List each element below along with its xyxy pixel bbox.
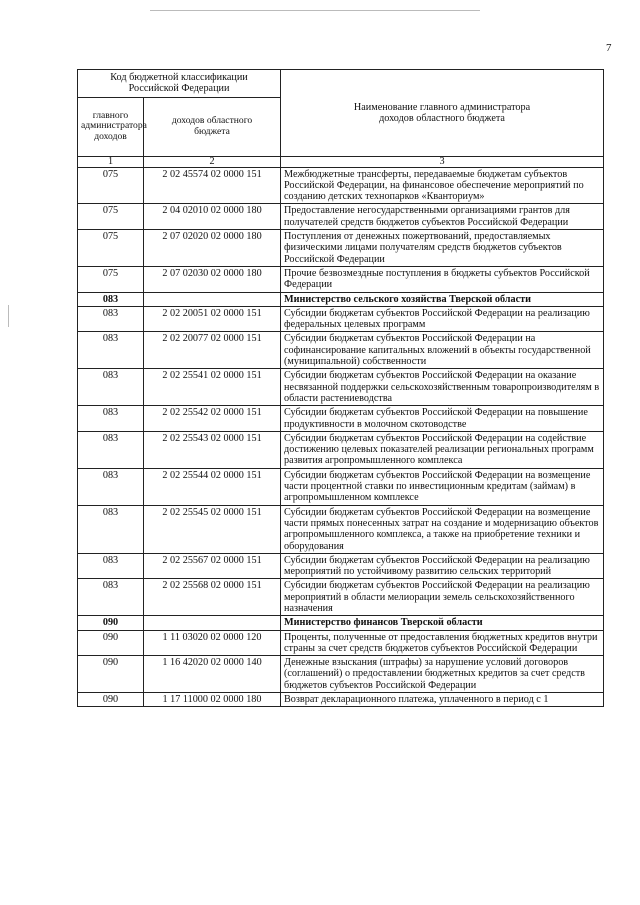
income-name-cell: Возврат декларационного платежа, уплаченного в период с 1 (281, 693, 604, 707)
admin-code-cell: 083 (78, 406, 144, 432)
table-row (78, 167, 604, 204)
scan-artifact-mark (8, 305, 9, 327)
income-code-cell: 2 07 02030 02 0000 180 (144, 266, 281, 292)
table-row (78, 630, 604, 656)
income-name-cell: Денежные взыскания (штрафы) за нарушение условий договоров (соглашений) о предоставлении бюджетных кредитов за счет средств бюджетов субъектов Российской Федерации (281, 656, 604, 693)
admin-code-cell: 083 (78, 505, 144, 553)
income-name-cell: Поступления от денежных пожертвований, предоставляемых физическими лицами получателям средств бюджетов субъектов Российской Федерации (281, 230, 604, 267)
table-row (78, 230, 604, 267)
income-code-cell: 2 02 25567 02 0000 151 (144, 553, 281, 579)
header-admin-code: главного администратора доходов (78, 97, 144, 156)
income-name-cell: Субсидии бюджетам субъектов Российской Федерации на повышение продуктивности в молочном скотоводстве (281, 406, 604, 432)
admin-code-cell: 083 (78, 292, 144, 306)
ministry-name-cell: Министерство сельского хозяйства Тверской области (281, 292, 604, 306)
table-header (78, 70, 604, 168)
table-row (78, 266, 604, 292)
header-classification-code: Код бюджетной классификации Российской Федерации (78, 70, 281, 98)
table-row (78, 693, 604, 707)
income-code-cell: 2 02 25543 02 0000 151 (144, 431, 281, 468)
income-name-cell: Субсидии бюджетам субъектов Российской Федерации на реализацию мероприятий по устойчивому развитию сельских территорий (281, 553, 604, 579)
admin-code-cell: 075 (78, 167, 144, 204)
header-income-code: доходов областного бюджета (144, 97, 281, 156)
admin-code-cell: 075 (78, 230, 144, 267)
income-name-cell: Субсидии бюджетам субъектов Российской Федерации на возмещение части процентной ставки по инвестиционным кредитам (займам) в агропромышленном комплексе (281, 468, 604, 505)
table-row (78, 332, 604, 369)
income-code-cell: 1 16 42020 02 0000 140 (144, 656, 281, 693)
income-code-cell: 2 07 02020 02 0000 180 (144, 230, 281, 267)
income-name-cell: Прочие безвозмездные поступления в бюджеты субъектов Российской Федерации (281, 266, 604, 292)
income-code-cell: 2 02 25545 02 0000 151 (144, 505, 281, 553)
income-code-cell: 1 17 11000 02 0000 180 (144, 693, 281, 707)
income-code-cell: 2 02 25541 02 0000 151 (144, 369, 281, 406)
header-name: Наименование главного администратора доходов областного бюджета (281, 70, 604, 157)
table-row (78, 468, 604, 505)
income-code-cell (144, 292, 281, 306)
admin-code-cell: 090 (78, 616, 144, 630)
table-row (78, 656, 604, 693)
income-name-cell: Субсидии бюджетам субъектов Российской Федерации на возмещение части прямых понесенных затрат на создание и модернизацию объектов агропромышленного комплекса, а также на приобретение техники и оборудования (281, 505, 604, 553)
admin-code-cell: 075 (78, 204, 144, 230)
admin-code-cell: 083 (78, 332, 144, 369)
column-numbering-row (78, 156, 604, 167)
column-number: 3 (281, 156, 604, 167)
table-row (78, 553, 604, 579)
income-code-cell: 2 02 20077 02 0000 151 (144, 332, 281, 369)
admin-code-cell: 083 (78, 431, 144, 468)
ministry-name-cell: Министерство финансов Тверской области (281, 616, 604, 630)
table-row (78, 306, 604, 332)
page-number: 7 (606, 42, 612, 54)
admin-code-cell: 090 (78, 656, 144, 693)
income-name-cell: Предоставление негосударственными организациями грантов для получателей средств бюджетов субъектов Российской Федерации (281, 204, 604, 230)
admin-code-cell: 075 (78, 266, 144, 292)
income-name-cell: Субсидии бюджетам субъектов Российской Федерации на содействие достижению целевых показателей реализации региональных программ развития агропромышленного комплекса (281, 431, 604, 468)
budget-classification-table (77, 69, 604, 707)
income-code-cell: 2 02 25542 02 0000 151 (144, 406, 281, 432)
admin-code-cell: 090 (78, 630, 144, 656)
column-number: 1 (78, 156, 144, 167)
table-row (78, 505, 604, 553)
income-code-cell: 2 02 25568 02 0000 151 (144, 579, 281, 616)
table-row (78, 406, 604, 432)
income-code-cell: 2 02 45574 02 0000 151 (144, 167, 281, 204)
income-code-cell: 2 04 02010 02 0000 180 (144, 204, 281, 230)
income-name-cell: Субсидии бюджетам субъектов Российской Федерации на реализацию федеральных целевых программ (281, 306, 604, 332)
ministry-row (78, 616, 604, 630)
table-row (78, 431, 604, 468)
admin-code-cell: 083 (78, 553, 144, 579)
scan-artifact-line (150, 10, 480, 11)
admin-code-cell: 083 (78, 369, 144, 406)
admin-code-cell: 083 (78, 306, 144, 332)
table-row (78, 579, 604, 616)
ministry-row (78, 292, 604, 306)
income-code-cell: 2 02 20051 02 0000 151 (144, 306, 281, 332)
column-number: 2 (144, 156, 281, 167)
admin-code-cell: 090 (78, 693, 144, 707)
income-name-cell: Субсидии бюджетам субъектов Российской Федерации на софинансирование капитальных вложений в объекты государственной (муниципальной) собственности (281, 332, 604, 369)
income-code-cell: 2 02 25544 02 0000 151 (144, 468, 281, 505)
table-body (78, 167, 604, 707)
income-name-cell: Межбюджетные трансферты, передаваемые бюджетам субъектов Российской Федерации, на финансовое обеспечение мероприятий по созданию детских технопарков «Кванториум» (281, 167, 604, 204)
income-name-cell: Субсидии бюджетам субъектов Российской Федерации на оказание несвязанной поддержки сельскохозяйственным товаропроизводителям в области растениеводства (281, 369, 604, 406)
income-code-cell (144, 616, 281, 630)
income-name-cell: Субсидии бюджетам субъектов Российской Федерации на реализацию мероприятий в области мелиорации земель сельскохозяйственного назначения (281, 579, 604, 616)
table-row (78, 204, 604, 230)
table-row (78, 369, 604, 406)
income-name-cell: Проценты, полученные от предоставления бюджетных кредитов внутри страны за счет средств бюджетов субъектов Российской Федерации (281, 630, 604, 656)
income-code-cell: 1 11 03020 02 0000 120 (144, 630, 281, 656)
admin-code-cell: 083 (78, 468, 144, 505)
admin-code-cell: 083 (78, 579, 144, 616)
